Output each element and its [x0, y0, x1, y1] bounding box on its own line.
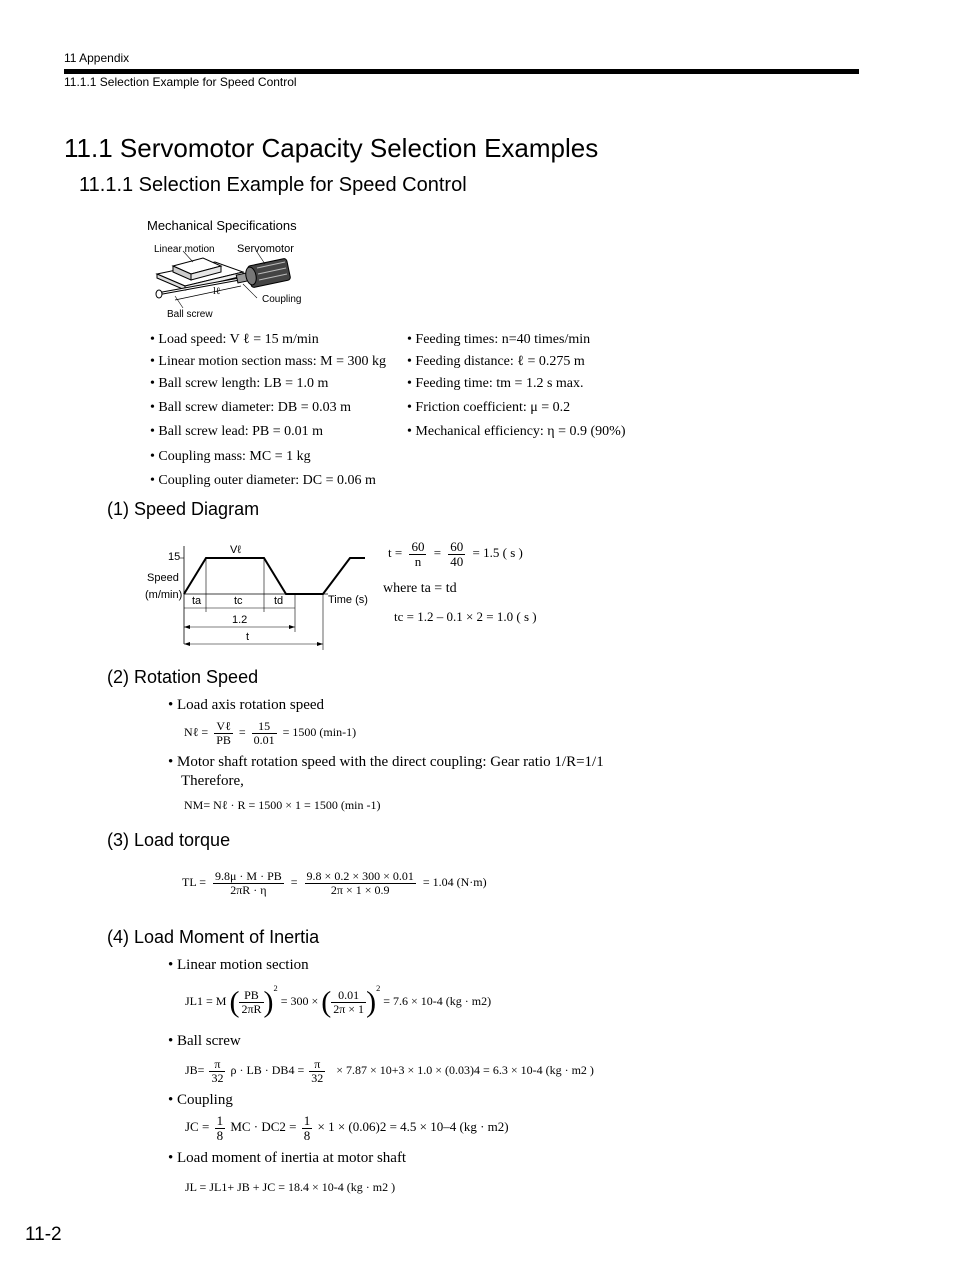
eq-equals: = [238, 724, 246, 739]
label-td: td [274, 595, 284, 607]
exponent-2: 2 [376, 984, 381, 993]
eq-equals: = [290, 874, 298, 889]
eq-result: = 1500 (min-1) [282, 724, 357, 739]
y-axis-label-speed: Speed [147, 572, 179, 584]
frac-num: 60 [411, 539, 425, 554]
paren-close: ) [366, 985, 377, 1019]
spec-feeding-times: • Feeding times: n=40 times/min [407, 332, 591, 347]
frac-num: π [309, 1058, 325, 1072]
fraction-pi-32 [209, 1058, 225, 1084]
frac-den: 2πR · η [230, 882, 267, 897]
chapter-header: 11 Appendix [64, 51, 130, 65]
spec-load-speed: • Load speed: V ℓ = 15 m/min [150, 332, 319, 347]
spec-coupling-mass: • Coupling mass: MC = 1 kg [150, 449, 311, 464]
label-tc: tc [234, 595, 243, 607]
spec-screw-length: • Ball screw length: LB = 1.0 m [150, 376, 329, 391]
equation-cycle-time [388, 540, 523, 568]
label-ball-screw: Ball screw [167, 309, 213, 320]
frac-den: 32 [311, 1070, 324, 1085]
fraction-vl-pb [214, 720, 233, 746]
fraction-1-8 [215, 1114, 226, 1142]
frac-num: π [209, 1058, 225, 1072]
heading-rotation-speed: (2) Rotation Speed [107, 667, 259, 687]
frac-num: PB [239, 989, 263, 1003]
eq-mid: ρ · LB · DB4 = [230, 1062, 305, 1077]
frac-den: n [414, 553, 422, 569]
frac-num: Vℓ [214, 720, 233, 734]
frac-num: 9.8μ · M · PB [214, 869, 282, 883]
equation-jl-total: JL = JL1+ JB + JC = 18.4 × 10-4 (kg · m2 ) [185, 1180, 396, 1194]
frac-num: 60 [450, 539, 464, 554]
spec-coupling-diameter: • Coupling outer diameter: DC = 0.06 m [150, 473, 376, 488]
bullet-motor-shaft: • Motor shaft rotation speed with the direct coupling: Gear ratio 1/R=1/1 [168, 754, 604, 770]
frac-num: 9.8 × 0.2 × 300 × 0.01 [306, 869, 414, 883]
eq-lhs: Nℓ = [184, 724, 209, 739]
fraction-60-40 [448, 540, 465, 568]
spec-efficiency: • Mechanical efficiency: η = 0.9 (90%) [407, 424, 626, 439]
equation-load-torque [182, 870, 487, 896]
spec-friction: • Friction coefficient: μ = 0.2 [407, 400, 571, 415]
x-axis-label-time: Time (s) [328, 594, 368, 606]
exponent-2: 2 [273, 984, 278, 993]
bullet-coupling: • Coupling [168, 1092, 233, 1108]
frac-num: 1 [216, 1113, 224, 1128]
spec-feeding-distance: • Feeding distance: ℓ = 0.275 m [407, 354, 585, 369]
eq-t-lhs: t = [388, 545, 403, 561]
label-ta: ta [192, 595, 202, 607]
equation-jl1 [185, 984, 491, 1017]
frac-den: PB [216, 732, 231, 747]
eq-equals: = [433, 545, 442, 561]
page-number: 11-2 [25, 1224, 62, 1245]
spec-screw-diameter: • Ball screw diameter: DB = 0.03 m [150, 400, 351, 415]
eq-lhs: JL1 = M [185, 994, 227, 1008]
speed-diagram [140, 540, 390, 652]
fraction-60-n [409, 540, 426, 568]
bullet-load-axis: • Load axis rotation speed [168, 697, 325, 713]
frac-den: 8 [216, 1127, 224, 1143]
spec-feeding-time: • Feeding time: tm = 1.2 s max. [407, 376, 584, 391]
frac-num: 1 [303, 1113, 311, 1128]
label-t: t [246, 631, 250, 643]
fraction-1-8-b [302, 1114, 313, 1142]
section-header: 11.1.1 Selection Example for Speed Control [64, 75, 297, 89]
text-therefore: Therefore, [181, 773, 244, 789]
y-tick-15: 15 [168, 551, 181, 563]
eq-mid: MC · DC2 = [230, 1119, 297, 1135]
eq-result: × 7.87 × 10+3 × 1.0 × (0.03)4 = 6.3 × 10-4 (kg · m2 ) [336, 1062, 594, 1077]
eq-mid: = 300 × [280, 994, 319, 1008]
eq-result: = 7.6 × 10-4 (kg · m2) [383, 994, 492, 1008]
equation-jc [185, 1114, 509, 1142]
frac-num: 0.01 [331, 989, 366, 1003]
eq-lhs: JC = [185, 1119, 210, 1135]
eq-result: × 1 × (0.06)2 = 4.5 × 10–4 (kg · m2) [317, 1119, 509, 1135]
spec-list-left [150, 329, 386, 492]
spec-screw-lead: • Ball screw lead: PB = 0.01 m [150, 424, 323, 439]
bullet-linear-motion: • Linear motion section [168, 957, 309, 973]
equation-tc: tc = 1.2 – 0.1 × 2 = 1.0 ( s ) [394, 609, 537, 624]
page-subtitle: 11.1.1 Selection Example for Speed Control [79, 174, 467, 196]
frac-den: 2π × 1 [333, 1001, 365, 1016]
y-axis-unit: (m/min) [145, 589, 183, 601]
header-rule [64, 69, 859, 74]
label-1-2: 1.2 [232, 614, 248, 626]
mech-spec-heading: Mechanical Specifications [147, 218, 297, 233]
fraction-torque-numeric [305, 870, 416, 896]
equation-load-rotation [184, 720, 356, 746]
fraction-torque-symbolic [213, 870, 284, 896]
eq-result: = 1.04 (N·m) [422, 874, 487, 889]
equation-jb [185, 1058, 594, 1084]
heading-speed-diagram: (1) Speed Diagram [107, 499, 260, 519]
spec-list-right [407, 329, 626, 443]
label-screw-length: lℓ [213, 286, 221, 297]
fraction-pi-32-b [309, 1058, 325, 1084]
paren-open: ( [321, 985, 332, 1019]
frac-den: 2π × 1 × 0.9 [330, 882, 390, 897]
eq-result: = 1.5 ( s ) [472, 545, 523, 561]
label-servomotor: Servomotor [237, 243, 294, 255]
bullet-ball-screw: • Ball screw [168, 1033, 241, 1049]
paren-open: ( [229, 985, 240, 1019]
paren-close: ) [263, 985, 274, 1019]
mechanism-diagram [145, 238, 335, 323]
frac-den: 8 [303, 1127, 311, 1143]
label-vl: Vℓ [230, 544, 241, 556]
page-title: 11.1 Servomotor Capacity Selection Examples [64, 133, 599, 163]
equation-motor-rotation: NM= Nℓ · R = 1500 × 1 = 1500 (min -1) [184, 798, 381, 812]
fraction-pb-2pir [239, 989, 263, 1015]
frac-den: 0.01 [253, 732, 275, 747]
fraction-001-2pi [331, 989, 366, 1015]
heading-moment-of-inertia: (4) Load Moment of Inertia [107, 927, 320, 947]
heading-load-torque: (3) Load torque [107, 830, 231, 850]
frac-den: 32 [211, 1070, 224, 1085]
where-ta-td: where ta = td [383, 581, 457, 596]
frac-den: 40 [450, 553, 464, 569]
label-linear-motion: Linear motion [154, 244, 215, 255]
spec-mass: • Linear motion section mass: M = 300 kg [150, 354, 386, 369]
fraction-15-001 [252, 720, 277, 746]
bullet-load-moment: • Load moment of inertia at motor shaft [168, 1150, 407, 1166]
frac-den: 2πR [241, 1001, 262, 1016]
eq-lhs: TL = [182, 874, 206, 889]
eq-lhs: JB= [185, 1062, 205, 1077]
label-coupling: Coupling [262, 294, 302, 305]
frac-num: 15 [252, 720, 277, 734]
